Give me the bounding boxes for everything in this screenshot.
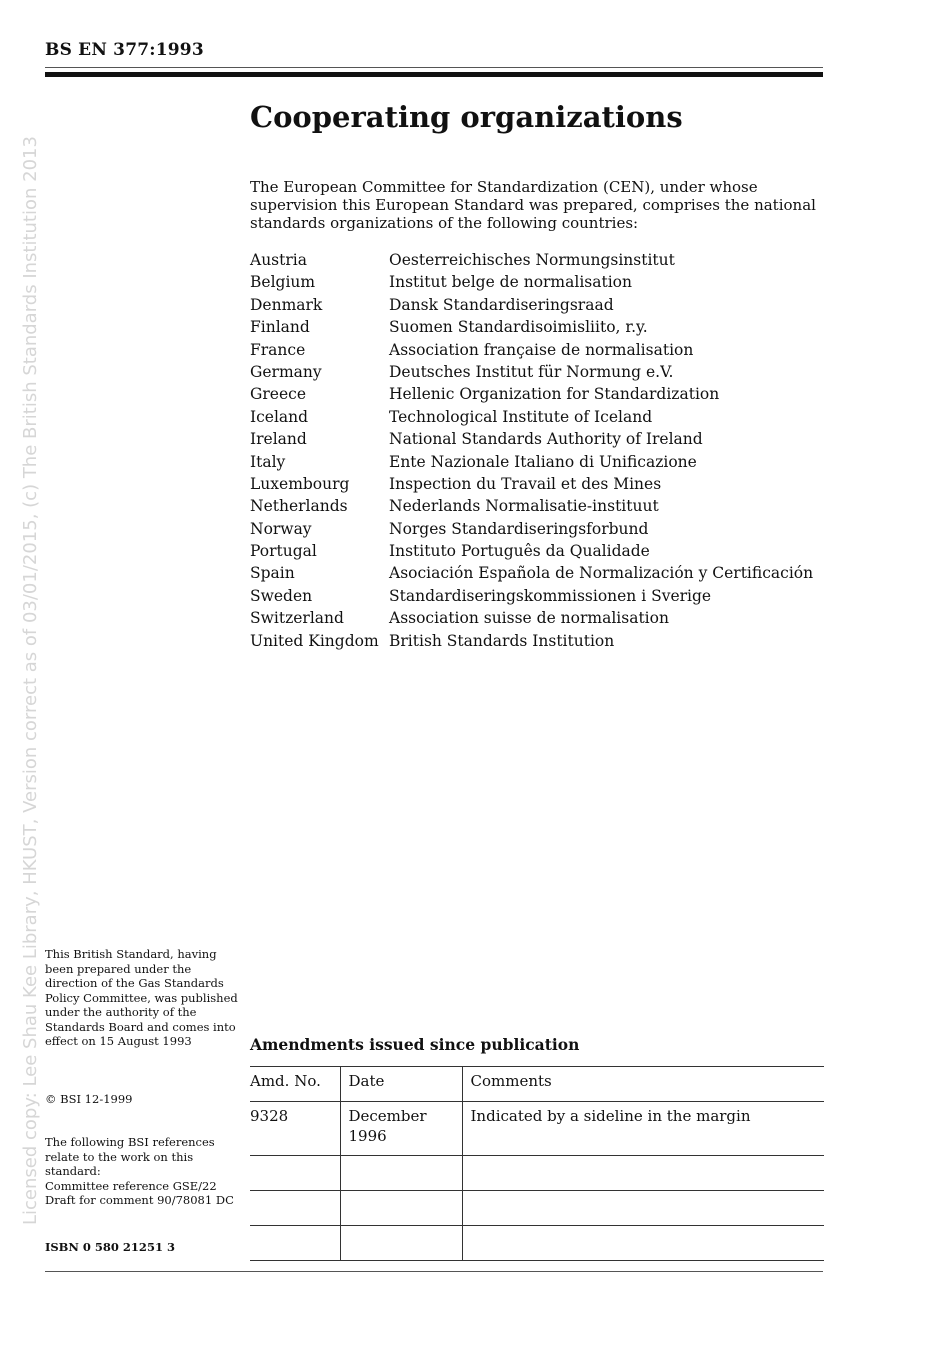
date-cell — [340, 1226, 462, 1261]
org-country: Netherlands — [250, 497, 348, 516]
org-row — [250, 562, 825, 584]
org-country: United Kingdom — [250, 631, 379, 650]
org-name: Asociación Española de Normalización y Certificación — [389, 564, 814, 583]
org-name: Inspection du Travail et des Mines — [389, 474, 662, 493]
header-rule-thin — [45, 67, 823, 68]
comments-cell — [462, 1226, 824, 1261]
org-row — [250, 383, 825, 405]
table-row — [250, 1102, 824, 1156]
table-row — [250, 1226, 824, 1261]
org-name: Norges Standardiseringsforbund — [389, 519, 649, 538]
document-code: BS EN 377:1993 — [45, 40, 204, 60]
org-country: Finland — [250, 318, 310, 337]
org-row — [250, 294, 825, 316]
table-row — [250, 1191, 824, 1226]
page-title: Cooperating organizations — [250, 100, 683, 134]
date-cell — [340, 1191, 462, 1226]
org-name: Technological Institute of Iceland — [389, 407, 653, 426]
org-name: Nederlands Normalisatie-instituut — [389, 497, 659, 516]
org-name: Hellenic Organization for Standardization — [389, 385, 720, 404]
org-country: Iceland — [250, 407, 309, 426]
org-name: British Standards Institution — [389, 631, 615, 650]
amendments-title: Amendments issued since publication — [250, 1035, 580, 1054]
org-row — [250, 540, 825, 562]
org-row — [250, 451, 825, 473]
org-country: Italy — [250, 452, 286, 471]
org-country: Belgium — [250, 273, 316, 292]
org-name: Ente Nazionale Italiano di Unificazione — [389, 452, 697, 471]
org-name: Association française de normalisation — [389, 340, 694, 359]
org-name: Oesterreichisches Normungsinstitut — [389, 251, 675, 269]
org-name: Association suisse de normalisation — [389, 609, 669, 628]
amd-no-cell — [250, 1191, 340, 1226]
date-cell — [340, 1156, 462, 1191]
footer-rule — [45, 1271, 823, 1272]
committee-reference: Committee reference GSE/22 — [45, 1178, 217, 1193]
org-row — [250, 406, 825, 428]
comments-cell — [462, 1156, 824, 1191]
org-name: Instituto Português da Qualidade — [389, 542, 650, 561]
publication-note: This British Standard, having been prepared under the direction of the Gas Standards Policy Committee, was published under the authority of the Standards Board and comes into effect on 15 August 1993 — [45, 947, 238, 1048]
org-country: Luxembourg — [250, 474, 350, 493]
org-name: Standardiseringskommissionen i Sverige — [389, 586, 712, 605]
org-name: Dansk Standardiseringsraad — [389, 295, 614, 314]
org-country: Switzerland — [250, 609, 344, 628]
org-row — [250, 630, 825, 652]
org-name: Institut belge de normalisation — [389, 273, 632, 292]
column-header-date: Date — [340, 1067, 462, 1102]
comments-cell — [462, 1191, 824, 1226]
org-name: National Standards Authority of Ireland — [389, 430, 703, 449]
org-row — [250, 271, 825, 293]
isbn: ISBN 0 580 21251 3 — [45, 1240, 175, 1254]
column-header-comments: Comments — [462, 1067, 824, 1102]
amd-no-cell: 9328 — [250, 1102, 340, 1156]
comments-cell: Indicated by a sideline in the margin — [462, 1102, 824, 1156]
amd-no-cell — [250, 1226, 340, 1261]
amd-no-cell — [250, 1156, 340, 1191]
table-header-row — [250, 1067, 824, 1102]
org-country: Sweden — [250, 586, 313, 605]
org-row — [250, 473, 825, 495]
org-country: Austria — [250, 251, 307, 269]
org-country: Ireland — [250, 430, 307, 449]
org-row — [250, 585, 825, 607]
org-country: Norway — [250, 519, 312, 538]
copyright-note: © BSI 12-1999 — [45, 1092, 133, 1106]
intro-paragraph: The European Committee for Standardization (CEN), under whose supervision this European Standard was prepared, comprises the national standards organizations of the following countries: — [250, 178, 816, 232]
references-intro: The following BSI references relate to the work on this standard: — [45, 1135, 215, 1178]
org-row — [250, 316, 825, 338]
column-header-amd-no: Amd. No. — [250, 1067, 340, 1102]
org-row — [250, 249, 825, 271]
org-country: Greece — [250, 385, 306, 404]
draft-reference: Draft for comment 90/78081 DC — [45, 1193, 234, 1207]
org-row — [250, 518, 825, 540]
org-country: Portugal — [250, 542, 317, 561]
date-cell: December 1996 — [340, 1102, 462, 1156]
header-rule-thick — [45, 72, 823, 77]
org-country: Denmark — [250, 295, 323, 314]
license-watermark: Licensed copy: Lee Shau Kee Library, HKUST, Version correct as of 03/01/2015, (c) The British Standards Institution 2013 — [20, 136, 41, 1225]
table-row — [250, 1156, 824, 1191]
org-country: Spain — [250, 564, 295, 583]
org-country: France — [250, 340, 306, 359]
org-country: Germany — [250, 362, 322, 381]
amendments-table — [250, 1066, 824, 1261]
org-row — [250, 607, 825, 629]
organization-list — [250, 249, 825, 652]
org-name: Deutsches Institut für Normung e.V. — [389, 362, 674, 381]
org-row — [250, 428, 825, 450]
org-name: Suomen Standardisoimisliito, r.y. — [389, 318, 648, 337]
org-row — [250, 339, 825, 361]
org-row — [250, 361, 825, 383]
org-row — [250, 495, 825, 517]
bsi-references — [45, 1135, 240, 1208]
